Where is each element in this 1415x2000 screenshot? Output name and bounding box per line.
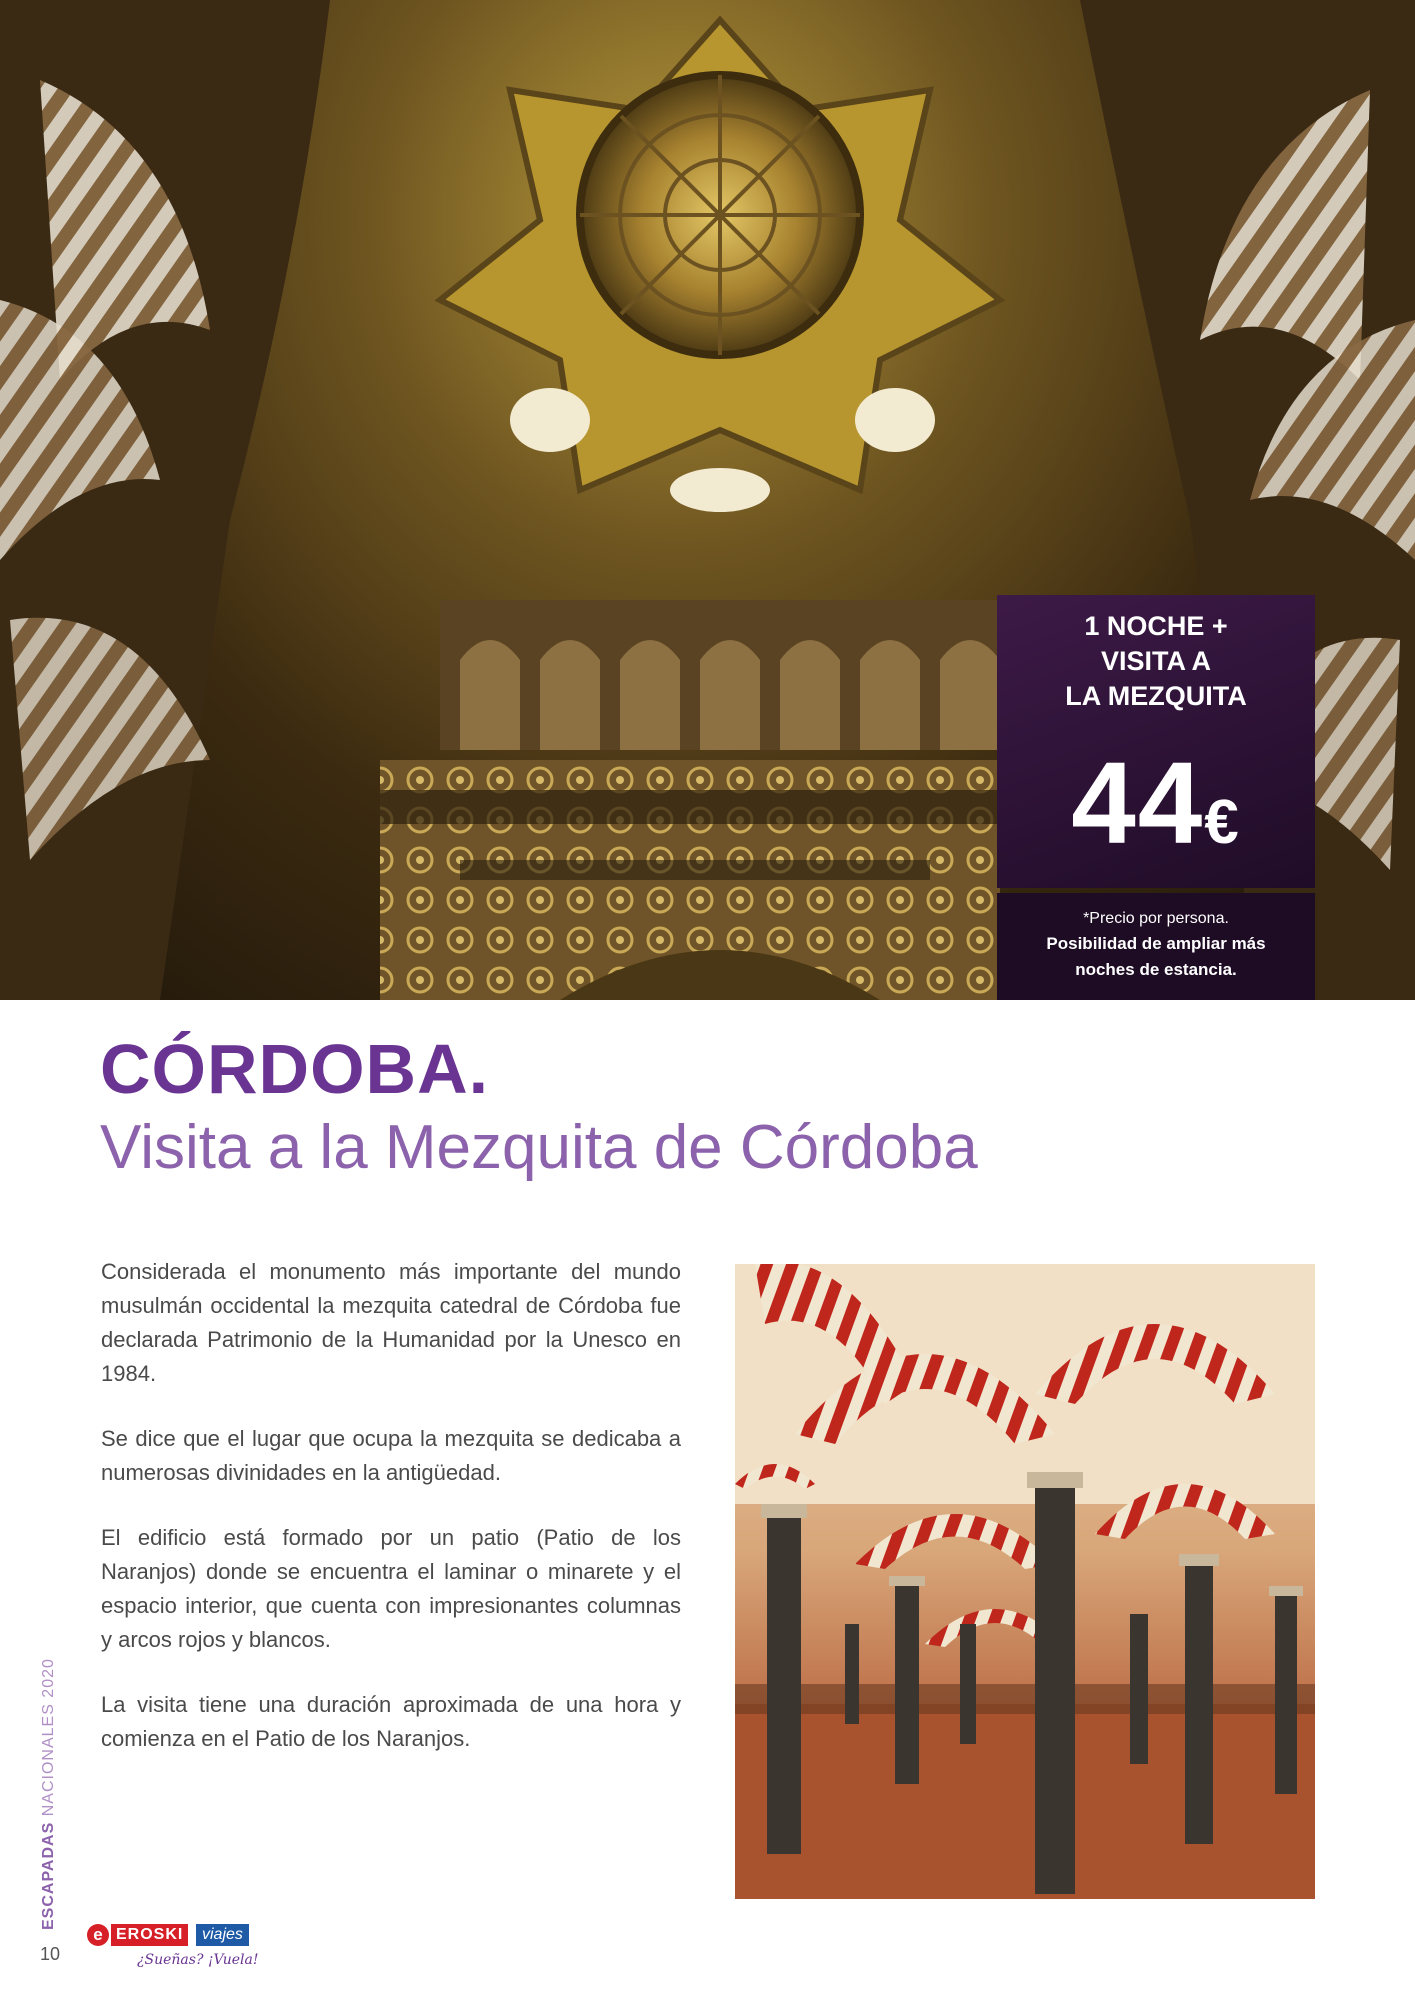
page-title: CÓRDOBA.: [100, 1030, 490, 1108]
logo-slogan: ¿Sueñas? ¡Vuela!: [137, 1952, 259, 1968]
section-side-label: [40, 1658, 58, 1930]
body-paragraph: El edificio está formado por un patio (Patio de los Naranjos) donde se encuentra el laminar o minarete y el espacio interior, que cuenta con impresionantes columnas y arcos rojos y blancos.: [101, 1525, 681, 1652]
columns-photo: [735, 1264, 1315, 1899]
body-paragraph: Considerada el monumento más importante del mundo musulmán occidental la mezquita catedral de Córdoba fue declarada Patrimonio de la Humanidad por la Unesco en 1984.: [101, 1259, 681, 1386]
offer-headline: [997, 609, 1315, 714]
offer-headline-line: LA MEZQUITA: [1065, 681, 1247, 711]
offer-headline-line: 1 NOCHE +: [1084, 611, 1228, 641]
offer-price-box: [997, 595, 1315, 1000]
price-conditions-line: noches de estancia.: [1075, 960, 1237, 979]
body-text: [101, 1255, 681, 1787]
page-subtitle: Visita a la Mezquita de Córdoba: [100, 1113, 978, 1182]
logo-e-mark: e: [87, 1924, 109, 1946]
price-conditions: [997, 931, 1315, 983]
offer-headline-line: VISITA A: [1100, 646, 1211, 676]
side-label-bold: ESCAPADAS: [40, 1821, 57, 1930]
eroski-viajes-logo: [87, 1924, 257, 1976]
page-number: 10: [40, 1944, 61, 1964]
columns-arches-illustration: [735, 1264, 1315, 1899]
price-note: *Precio por persona.: [1083, 910, 1229, 927]
logo-sub: viajes: [196, 1924, 249, 1946]
logo-name: EROSKI: [111, 1924, 188, 1946]
side-label-rest: NACIONALES 2020: [40, 1658, 57, 1822]
body-paragraph: La visita tiene una duración aproximada de una hora y comienza en el Patio de los Naranjos.: [101, 1692, 681, 1751]
price-amount: 44: [1071, 738, 1205, 868]
price-conditions-line: Posibilidad de ampliar más: [1046, 934, 1266, 953]
price-currency: €: [1204, 788, 1241, 857]
body-paragraph: Se dice que el lugar que ocupa la mezquita se dedicaba a numerosas divinidades en la antigüedad.: [101, 1426, 681, 1485]
offer-price: [997, 738, 1315, 881]
